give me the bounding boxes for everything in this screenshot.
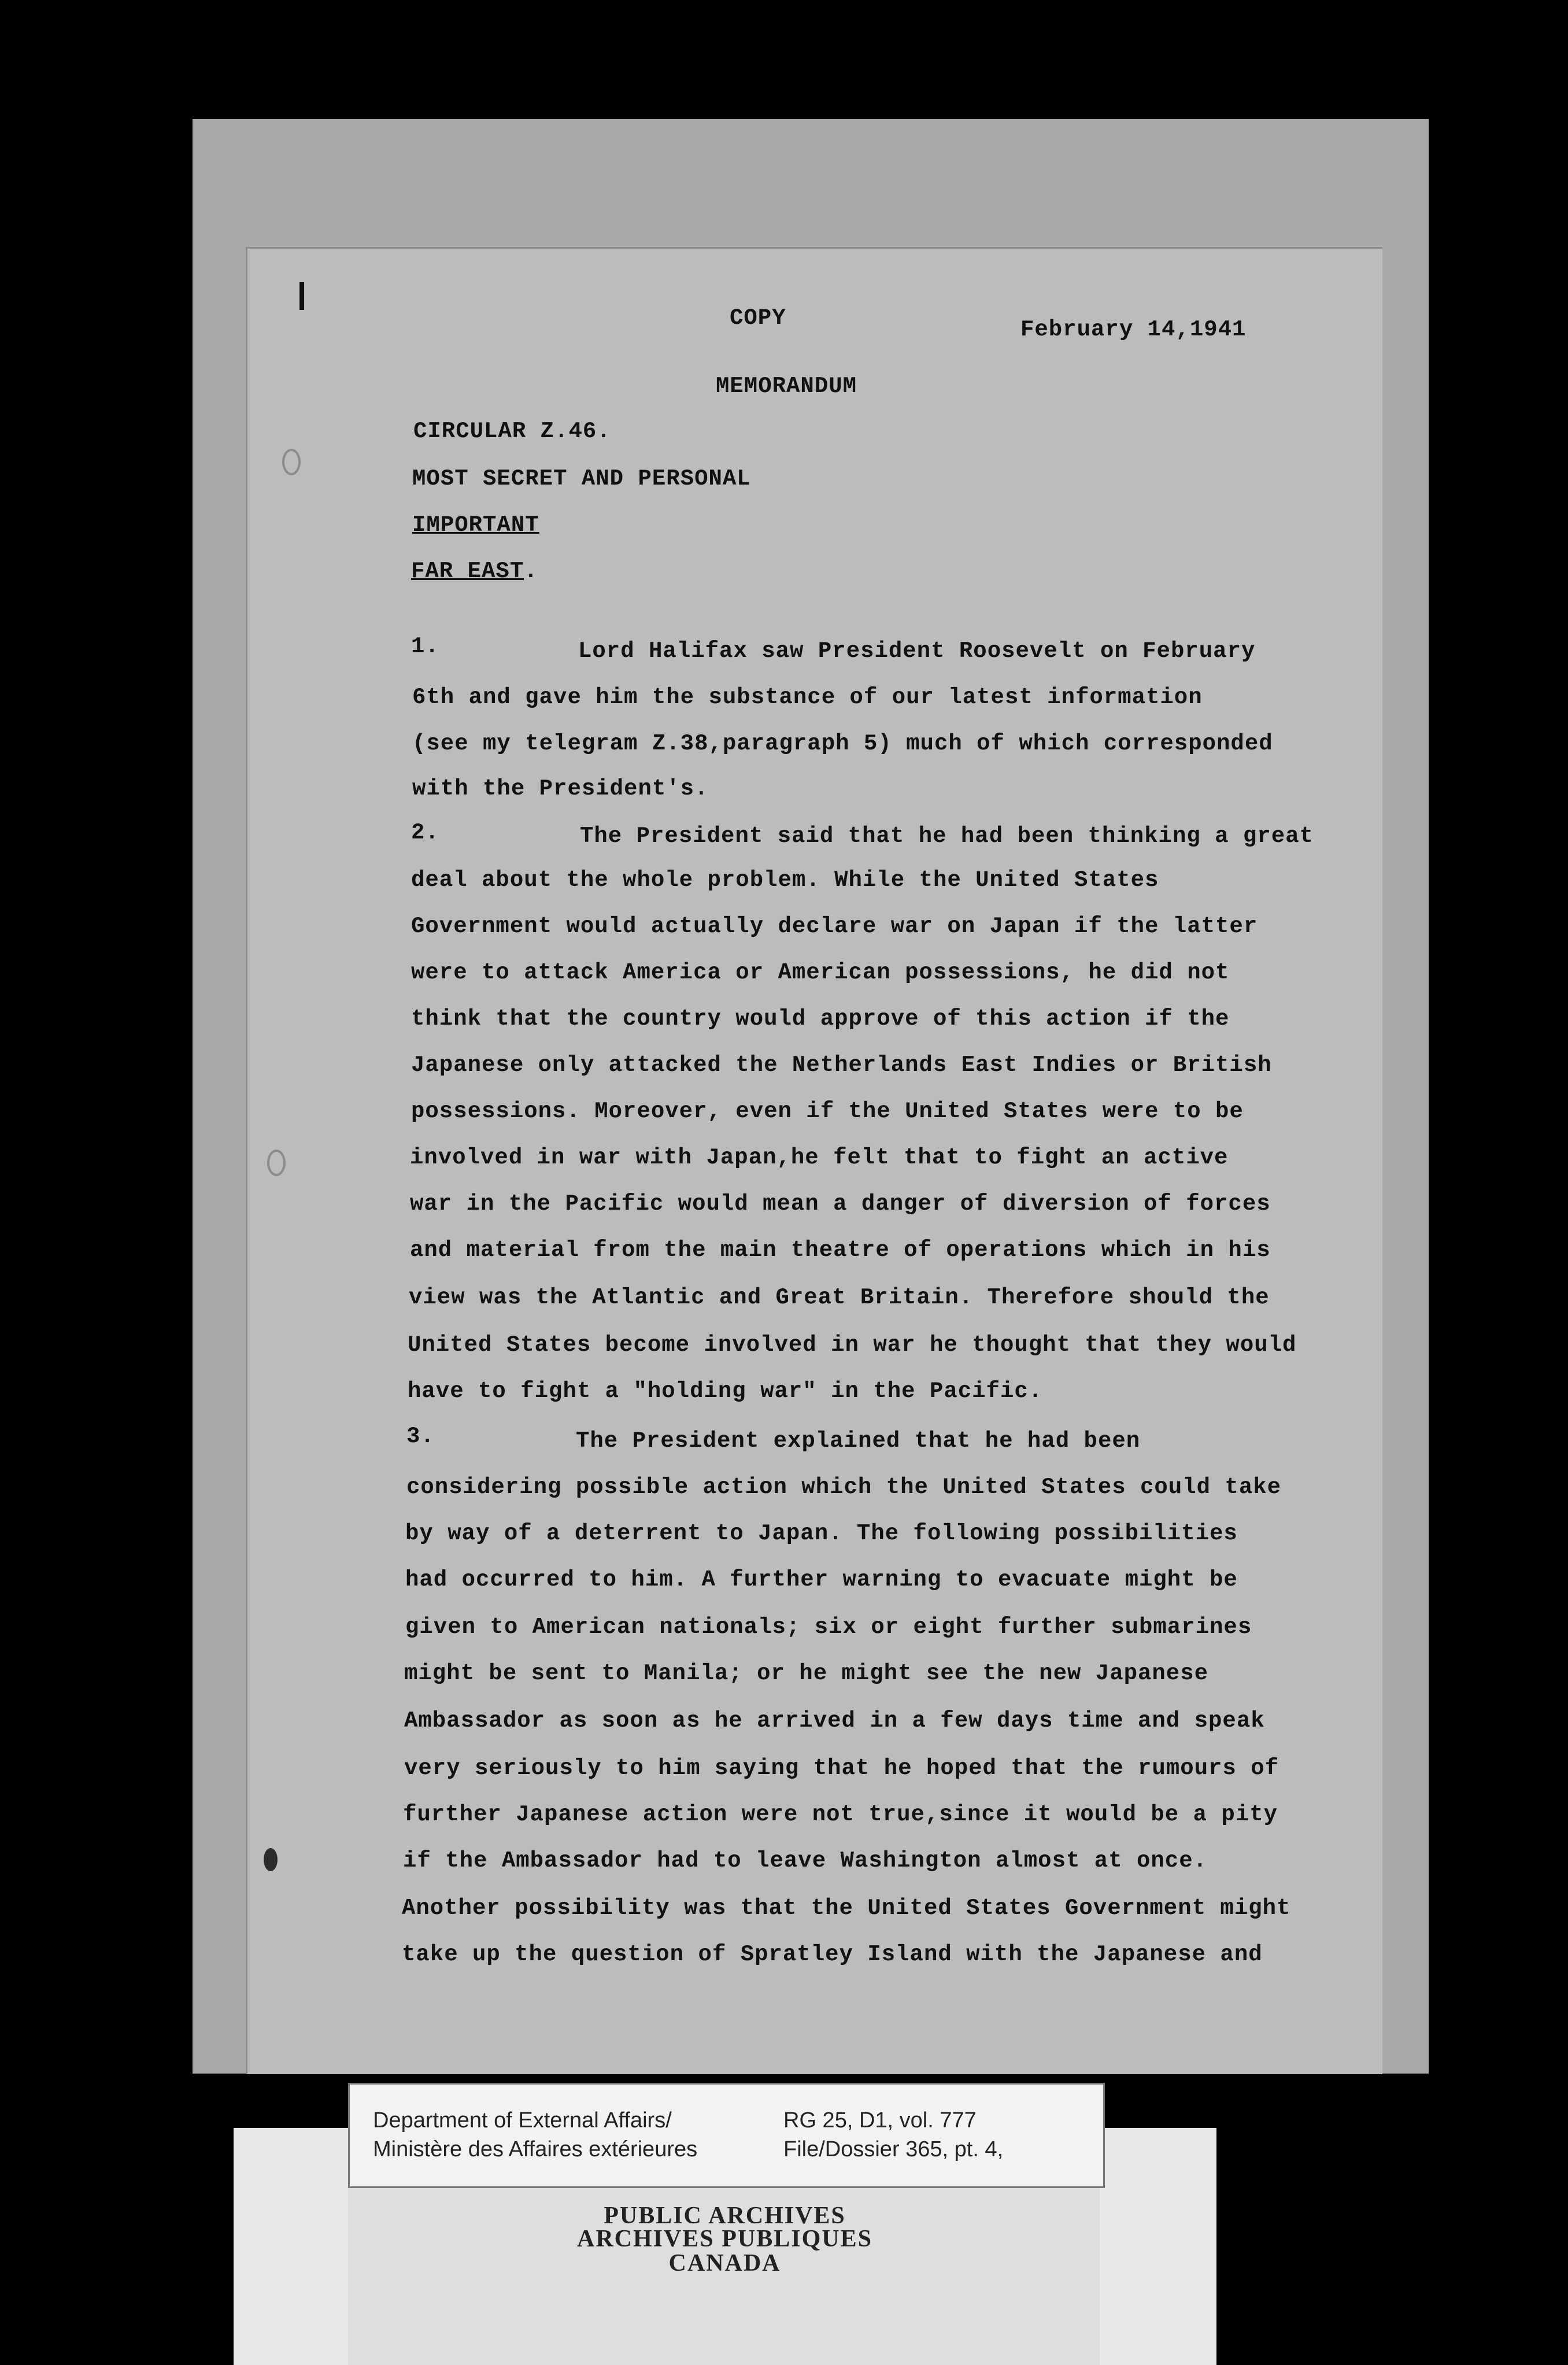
para3-line: might be sent to Manila; or he might see the new Japanese <box>404 1661 1209 1686</box>
para1-line: with the President's. <box>412 776 709 801</box>
para2-line: deal about the whole problem. While the United States <box>411 867 1159 893</box>
para3-line: given to American nationals; six or eight further submarines <box>405 1614 1252 1640</box>
archive-reference-label <box>348 2083 1105 2188</box>
para2-line: war in the Pacific would mean a danger of diversion of forces <box>410 1191 1271 1217</box>
punch-hole-top <box>282 449 301 475</box>
department-fr: Ministère des Affaires extérieures <box>373 2137 698 2161</box>
para3-line: very seriously to him saying that he hoped that the rumours of <box>404 1756 1279 1781</box>
para3-line: Ambassador as soon as he arrived in a few days time and speak <box>404 1708 1265 1734</box>
para2-line: and material from the main theatre of operations which in his <box>410 1237 1271 1263</box>
para2-line: Government would actually declare war on Japan if the latter <box>411 914 1258 939</box>
para2-line: have to fight a "holding war" in the Pacific. <box>408 1379 1043 1404</box>
subject <box>411 559 538 584</box>
para3-line: The President explained that he had been <box>576 1428 1141 1454</box>
subject-period: . <box>524 559 538 584</box>
para2-line: involved in war with Japan,he felt that to fight an active <box>410 1145 1229 1170</box>
copy-label: COPY <box>730 305 786 331</box>
para2-line: Japanese only attacked the Netherlands East Indies or British <box>411 1052 1272 1078</box>
memo-date: February 14,1941 <box>1020 317 1247 342</box>
priority: IMPORTANT <box>412 512 539 538</box>
para2-line: were to attack America or American possessions, he did not <box>411 960 1230 985</box>
para3-line: considering possible action which the United States could take <box>406 1475 1282 1500</box>
margin-mark <box>299 282 304 310</box>
archive-stamp-line2: ARCHIVES PUBLIQUES <box>577 2226 872 2252</box>
para1-number: 1. <box>411 634 439 659</box>
punch-hole-middle <box>267 1150 286 1176</box>
subject-text: FAR EAST <box>411 559 524 584</box>
para3-number: 3. <box>406 1424 435 1449</box>
para3-line: take up the question of Spratley Island with the Japanese and <box>402 1942 1263 1967</box>
archive-stamp-line3: CANADA <box>668 2250 781 2277</box>
para1-line: 6th and gave him the substance of our latest information <box>412 685 1203 710</box>
file-dossier: File/Dossier 365, pt. 4, <box>783 2137 1004 2161</box>
circular-number: CIRCULAR Z.46. <box>413 419 611 444</box>
memo-heading: MEMORANDUM <box>716 374 857 399</box>
para3-line: Another possibility was that the United States Government might <box>402 1895 1291 1921</box>
para3-line: by way of a deterrent to Japan. The following possibilities <box>405 1521 1238 1546</box>
para3-line: had occurred to him. A further warning to evacuate might be <box>405 1567 1238 1592</box>
para2-number: 2. <box>411 820 439 845</box>
para1-line: Lord Halifax saw President Roosevelt on February <box>578 638 1256 664</box>
para3-line: further Japanese action were not true,since it would be a pity <box>403 1802 1278 1827</box>
department-en: Department of External Affairs/ <box>373 2108 672 2133</box>
para2-line: think that the country would approve of this action if the <box>411 1006 1230 1032</box>
para2-line: The President said that he had been thinking a great <box>580 823 1314 849</box>
para3-line: if the Ambassador had to leave Washington almost at once. <box>403 1848 1208 1873</box>
classification: MOST SECRET AND PERSONAL <box>412 466 751 492</box>
para2-line: possessions. Moreover, even if the United States were to be <box>411 1099 1244 1124</box>
archive-stamp <box>348 2203 1101 2290</box>
archive-stamp-line1: PUBLIC ARCHIVES <box>604 2203 846 2229</box>
record-group: RG 25, D1, vol. 777 <box>783 2108 977 2133</box>
para2-line: view was the Atlantic and Great Britain. Therefore should the <box>409 1285 1270 1310</box>
para1-line: (see my telegram Z.38,paragraph 5) much of which corresponded <box>412 731 1273 756</box>
punch-hole-bottom <box>264 1848 278 1871</box>
para2-line: United States become involved in war he thought that they would <box>408 1332 1297 1358</box>
